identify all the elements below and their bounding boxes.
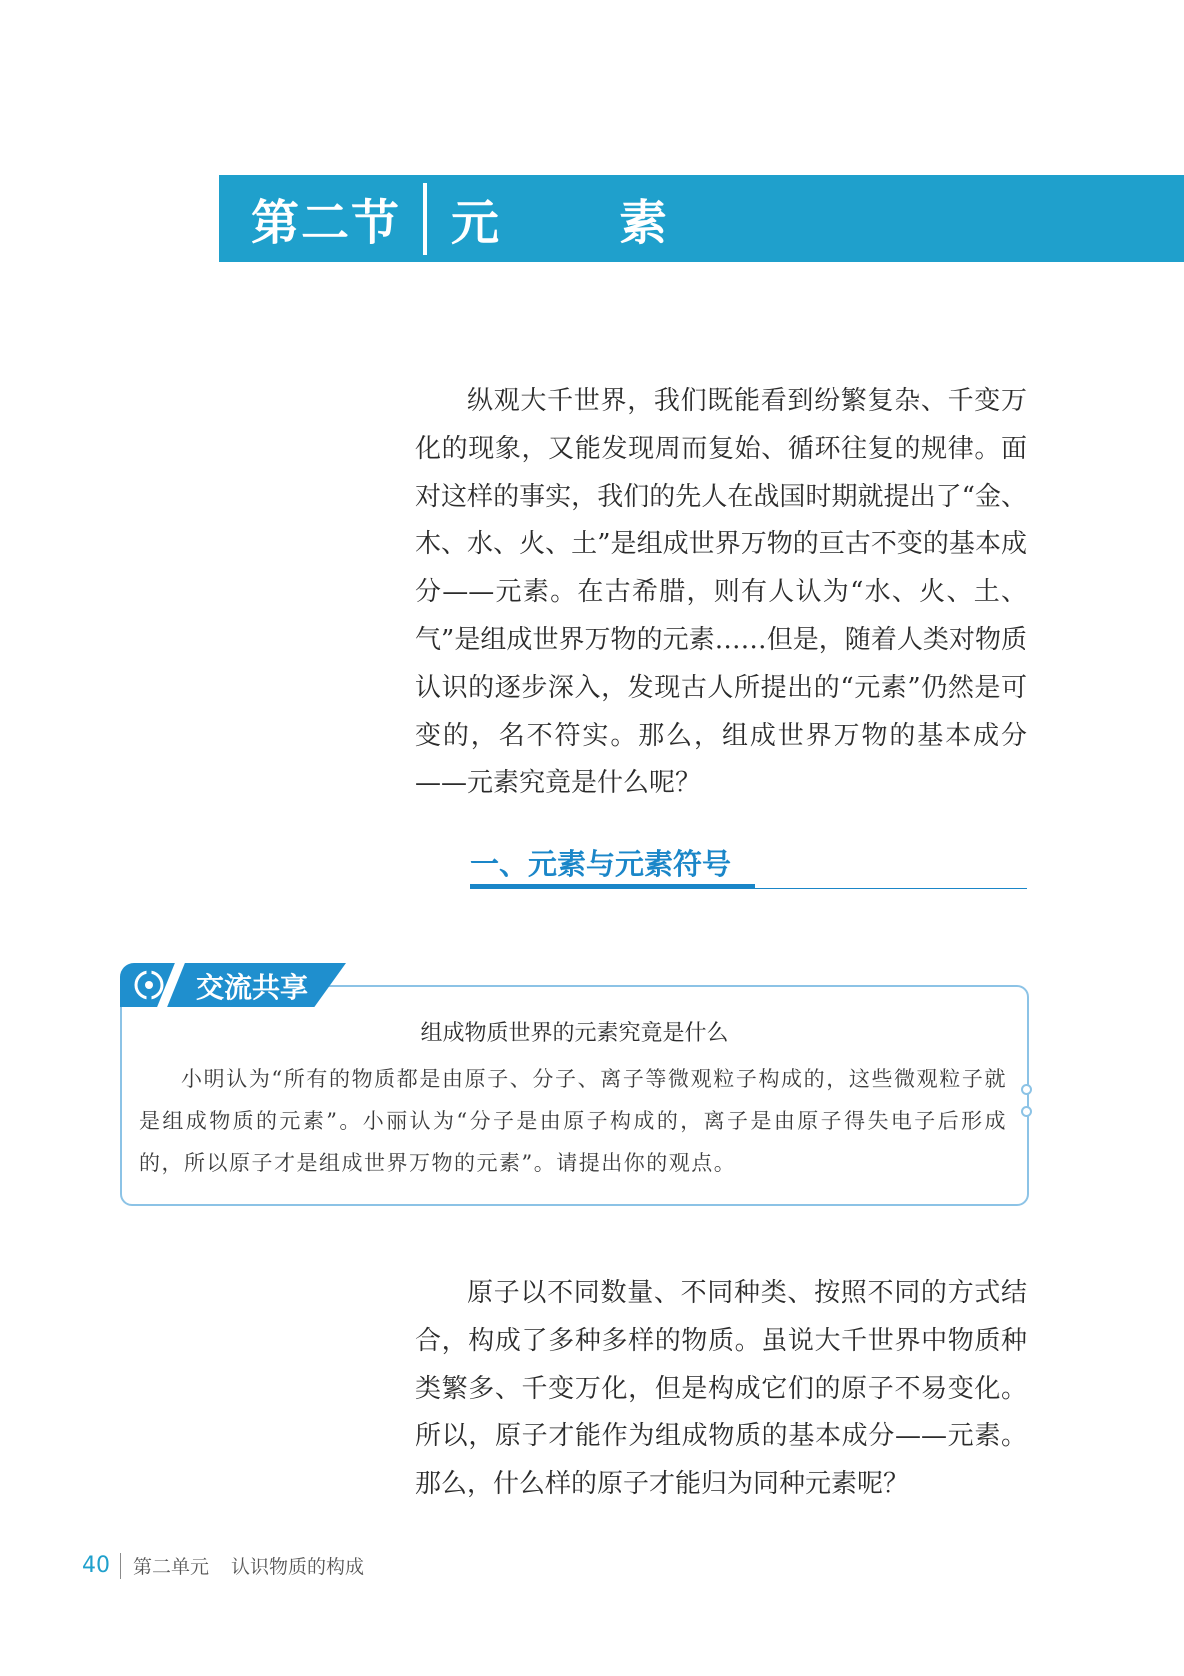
title-divider (423, 183, 427, 255)
footer-divider (120, 1553, 121, 1579)
page-footer (82, 1552, 364, 1579)
discussion-icon (132, 968, 166, 1002)
section-title: 元 素 (451, 195, 704, 251)
subheading-rule (755, 888, 1027, 889)
chapter-name: 认识物质的构成 (231, 1556, 365, 1578)
subheading-underline (470, 884, 755, 889)
intro-paragraph: 纵观大千世界，我们既能看到纷繁复杂、千变万化的现象，又能发现周而复始、循环往复的规律。面对这样的事实，我们的先人在战国时期就提出了“金、木、水、火、土”是组成世界万物的亘古不变的基本成分——元素。在古希腊，则有人认为“水、火、土、气”是组成世界万物的元素……但是，随着人类对物质认识的逐步深入，发现古人所提出的“元素”仍然是可变的，名不符实。那么，组成世界万物的基本成分——元素究竟是什么呢？ (415, 386, 1027, 799)
section-number: 第二节 (251, 195, 402, 251)
box-edge-dot (1021, 1084, 1032, 1095)
discussion-text: 小明认为“所有的物质都是由原子、分子、离子等微观粒子构成的，这些微观粒子就是组成物质的元素”。小丽认为“分子是由原子构成的，离子是由原子得失电子后形成的，所以原子才是组成世界万物的元素”。请提出你的观点。 (139, 1067, 1007, 1175)
discussion-title: 组成物质世界的元素究竟是什么 (420, 1021, 729, 1046)
atom-paragraph: 原子以不同数量、不同种类、按照不同的方式结合，构成了多种多样的物质。虽说大千世界中物质种类繁多、千变万化，但是构成它们的原子不易变化。所以，原子才能作为组成物质的基本成分——元素。那么，什么样的原子才能归为同种元素呢？ (415, 1278, 1027, 1500)
section-title-banner (219, 175, 1184, 262)
discussion-label: 交流共享 (196, 971, 309, 1004)
subsection-heading: 一、元素与元素符号 (470, 847, 732, 881)
box-edge-dot (1021, 1106, 1032, 1117)
page-number: 40 (82, 1553, 110, 1578)
unit-name: 第二单元 (133, 1556, 210, 1578)
